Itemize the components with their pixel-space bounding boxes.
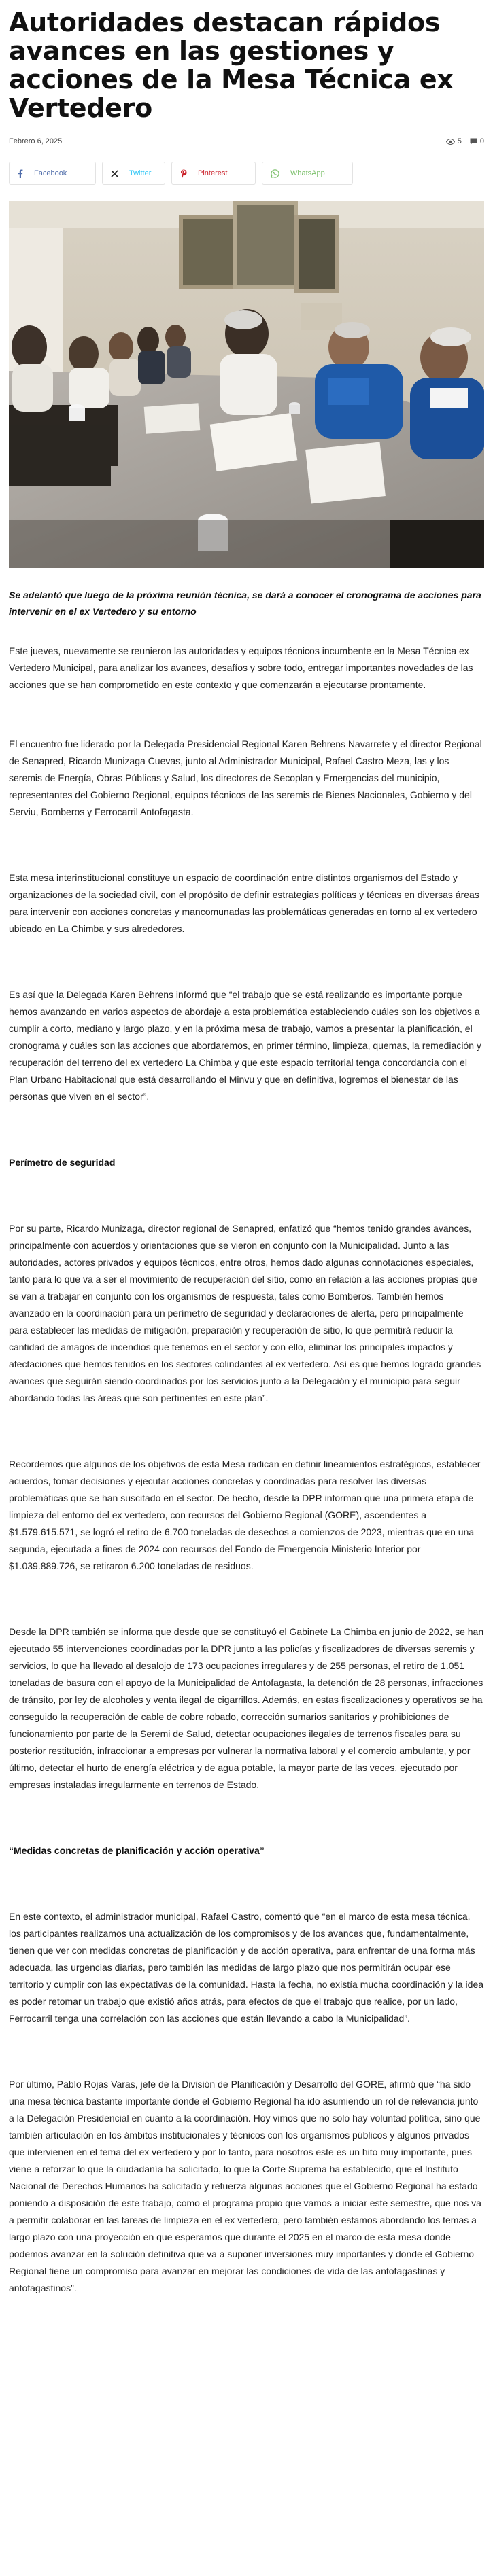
section-heading: Perímetro de seguridad xyxy=(9,1157,116,1168)
views-count: 5 xyxy=(457,137,462,145)
pinterest-icon xyxy=(180,169,187,178)
share-facebook-label: Facebook xyxy=(34,169,67,177)
paragraph: Por su parte, Ricardo Munizaga, director regional de Senapred, enfatizó que “hemos tenido grandes avances, principalmente con acuerdos y orientaciones que se vieron en conjunto con la Municipalidad. Junto a las autoridades, actores privados y equipos técnicos, entre otros, hemos dado algunas connotaciones especiales, tanto para lo que va a ser el movimiento de recuperación del sitio, como en relación a las acciones propias que se van a trabajar en conjunto con los organismos de respuesta, tales como Bomberos. También hemos avanzado en la coordinación para un perímetro de seguridad y declaraciones de alerta, pero principalmente para establecer las medidas de mitigación, preparación y recuperación de sitio, lo que permitirá reducir la cantidad de amagos de incendios que tenemos en el sector y con ello, eliminar los principales impactos y afectaciones que hemos tenidos en los sectores colindantes al ex vertedero. Así es que hemos logrado grandes avances que seguirán siendo coordinados por los servicios junto a la Delegación y el municipio para seguir abordando todas las áreas que son pertinentes en este plan”. xyxy=(9,1223,481,1403)
paragraph: Es así que la Delegada Karen Behrens informó que “el trabajo que se está realizando es importante porque hemos avanzando en varios aspectos de abordaje a esta problemática estableciendo cuáles son los objetivos a cumplir a corto, mediano y largo plazo, y en la próxima mesa de trabajo, vamos a presentar la planificación, el cronograma y cuáles son las acciones que abordaremos, en primer término, limpieza, quemas, la remediación y recuperación del terreno del ex vertedero La Chimba y que este espacio territorial tenga concordancia con el Plan Urbano Habitacional que está desarrollando el Minvu y que en definitiva, logremos el bienestar de las personas que viven en el sector”. xyxy=(9,989,481,1102)
article-featured-photo xyxy=(9,201,484,568)
share-facebook-button[interactable] xyxy=(9,162,96,185)
share-pinterest-button[interactable] xyxy=(171,162,256,185)
share-whatsapp-label: WhatsApp xyxy=(290,169,325,177)
paragraph: Por último, Pablo Rojas Varas, jefe de la División de Planificación y Desarrollo del GORE, afirmó que “ha sido una mesa técnica bastante importante donde el Gobierno Regional ha ido asumiendo un rol de relevancia junto a la Delegación Presidencial en cuanto a la coordinación. Hoy vimos que no solo hay voluntad política, sino que también articulación en los ámbitos institucionales y técnicos con los organismos públicos y algunos privados que intervienen en el tema del ex vertedero y por lo tanto, para nosotros este es un hito muy importante, pues viene a reforzar lo que la ciudadanía ha solicitado, lo que la Corte Suprema ha establecido, que el Instituto Nacional de Derechos Humanos ha solicitado y refuerza algunas acciones que el Gobierno Regional ha estado poniendo a disposición de este trabajo, como el programa propio que vamos a iniciar este semestre, que nos va a permitir colaborar en las tareas de limpieza en el ex vertedero, pero también estamos abordando los temas a largo plazo con una proyección en que esperamos que durante el 2025 en el marco de esta mesa donde podemos avanzar en la solución definitiva que va a suponer inversiones muy importantes y donde el Gobierno Regional tiene un compromiso para avanzar en mejorar las condiciones de vida de las antofagastinas y antofagastinos”. xyxy=(9,2079,481,2293)
article-body xyxy=(9,643,484,2297)
paragraph: Recordemos que algunos de los objetivos de esta Mesa radican en definir lineamientos estratégicos, establecer acuerdos, tomar decisiones y ejecutar acciones concretas y coordinadas para resolver las diversas problemáticas que se han suscitado en el sector. De hecho, desde la DPR informan que una primera etapa de limpieza del entorno del ex vertedero, con recursos del Gobierno Regional (GORE), ascendentes a $1.579.615.571, se logró el retiro de 6.700 toneladas de desechos a comienzos de 2023, mientras que en una segunda, ejecutada a fines de 2024 con recursos del Fondo de Emergencia Ministerio Interior por $1.039.889.726, se retiraron 6.200 toneladas de residuos. xyxy=(9,1459,481,1571)
facebook-icon xyxy=(18,169,23,178)
comments-count: 0 xyxy=(479,137,484,145)
views-counter xyxy=(446,137,462,145)
article-lead: Se adelantó que luego de la próxima reunión técnica, se dará a conocer el cronograma de acciones para intervenir en el ex Vertedero y su entorno xyxy=(9,590,481,617)
paragraph: Esta mesa interinstitucional constituye un espacio de coordinación entre distintos organismos del Estado y organizaciones de la sociedad civil, con el propósito de definir estrategias políticas y técnicas en diversas áreas para intervenir con acciones concretas y mancomunadas las problemáticas generadas en torno al ex vertedero ubicado en La Chimba y sus alrededores. xyxy=(9,872,479,934)
whatsapp-icon xyxy=(271,169,279,178)
paragraph: El encuentro fue liderado por la Delegada Presidencial Regional Karen Behrens Navarrete y el director Regional de Senapred, Ricardo Munizaga Cuevas, junto al Administrador Municipal, Rafael Castro Meza, las y los seremis de Energía, Obras Públicas y Salud, los directores de Secoplan y Emergencias del municipio, representantes del Gobierno Regional, equipos técnicos de las seremis de Bienes Nacionales, Gobierno y del Serviu, Bomberos y Ferrocarril Antofagasta. xyxy=(9,738,482,817)
article-meta xyxy=(9,137,484,145)
article-stats xyxy=(446,137,484,145)
share-twitter-label: Twitter xyxy=(129,169,152,177)
share-pinterest-label: Pinterest xyxy=(198,169,228,177)
share-whatsapp-button[interactable] xyxy=(262,162,353,185)
comment-icon xyxy=(470,138,477,145)
share-twitter-button[interactable] xyxy=(102,162,165,185)
section-heading: “Medidas concretas de planificación y acción operativa” xyxy=(9,1845,265,1856)
paragraph: Desde la DPR también se informa que desde que se constituyó el Gabinete La Chimba en junio de 2022, se han ejecutado 55 intervenciones coordinadas por la DPR junto a las policías y fiscalizadores de diversas seremis y servicios, lo que ha llevado al desalojo de 173 ocupaciones irregulares y de 255 personas, el retiro de 1.051 toneladas de basura con el apoyo de la Municipalidad de Antofagasta, la detención de 28 personas, infracciones de tránsito, por ley de alcoholes y venta ilegal de cigarrillos. Además, en estas fiscalizaciones y operativos se ha conseguido la recuperación de cable de cobre robado, corrección sumarios sanitarios y prohibiciones de funcionamiento por parte de la Seremi de Salud, detectar ocupaciones ilegales de terrenos fiscales para su posterior restitución, infraccionar a empresas por vulnerar la normativa laboral y el comercio ambulante, y por último, detectar el hurto de energía eléctrica y de agua potable, la mayor parte de las veces, ejecutado por empresas instaladas irregularmente en terrenos de Estado. xyxy=(9,1626,484,1790)
paragraph: En este contexto, el administrador municipal, Rafael Castro, comentó que “en el marco de esta mesa técnica, los participantes realizamos una actualización de los compromisos y de los avances que, fundamentalmente, tienen que ver con medidas concretas de planificación y de acción operativa, para enfrentar de una forma más adecuada, las urgencias diarias, pero también las medidas de largo plazo que nos permitirán ocupar ese territorio y cumplir con las expectativas de la comunidad. Hasta la fecha, no existía mucha coordinación y la idea es poder retomar un trabajo que existió años atrás, para efectos de que el trabajo que realice, por un lado, Ferrocarril tenga una correlación con las acciones que están llevando a cabo la Municipalidad”. xyxy=(9,1911,484,2024)
article-date: Febrero 6, 2025 xyxy=(9,137,63,145)
comments-counter[interactable] xyxy=(470,137,484,145)
meeting-photo-illustration xyxy=(9,201,484,568)
eye-icon xyxy=(446,139,455,145)
paragraph: Este jueves, nuevamente se reunieron las autoridades y equipos técnicos incumbente en la Mesa Técnica ex Vertedero Municipal, para analizar los avances, desafíos y sobre todo, entregar importantes novedades de las acciones que se han comprometido en este contexto y que comenzarán a ejecutarse prontamente. xyxy=(9,645,473,690)
share-bar xyxy=(9,162,484,185)
article-title: Autoridades destacan rápidos avances en las gestiones y acciones de la Mesa Técnica ex Vertedero xyxy=(9,7,454,123)
x-twitter-icon xyxy=(111,170,118,177)
